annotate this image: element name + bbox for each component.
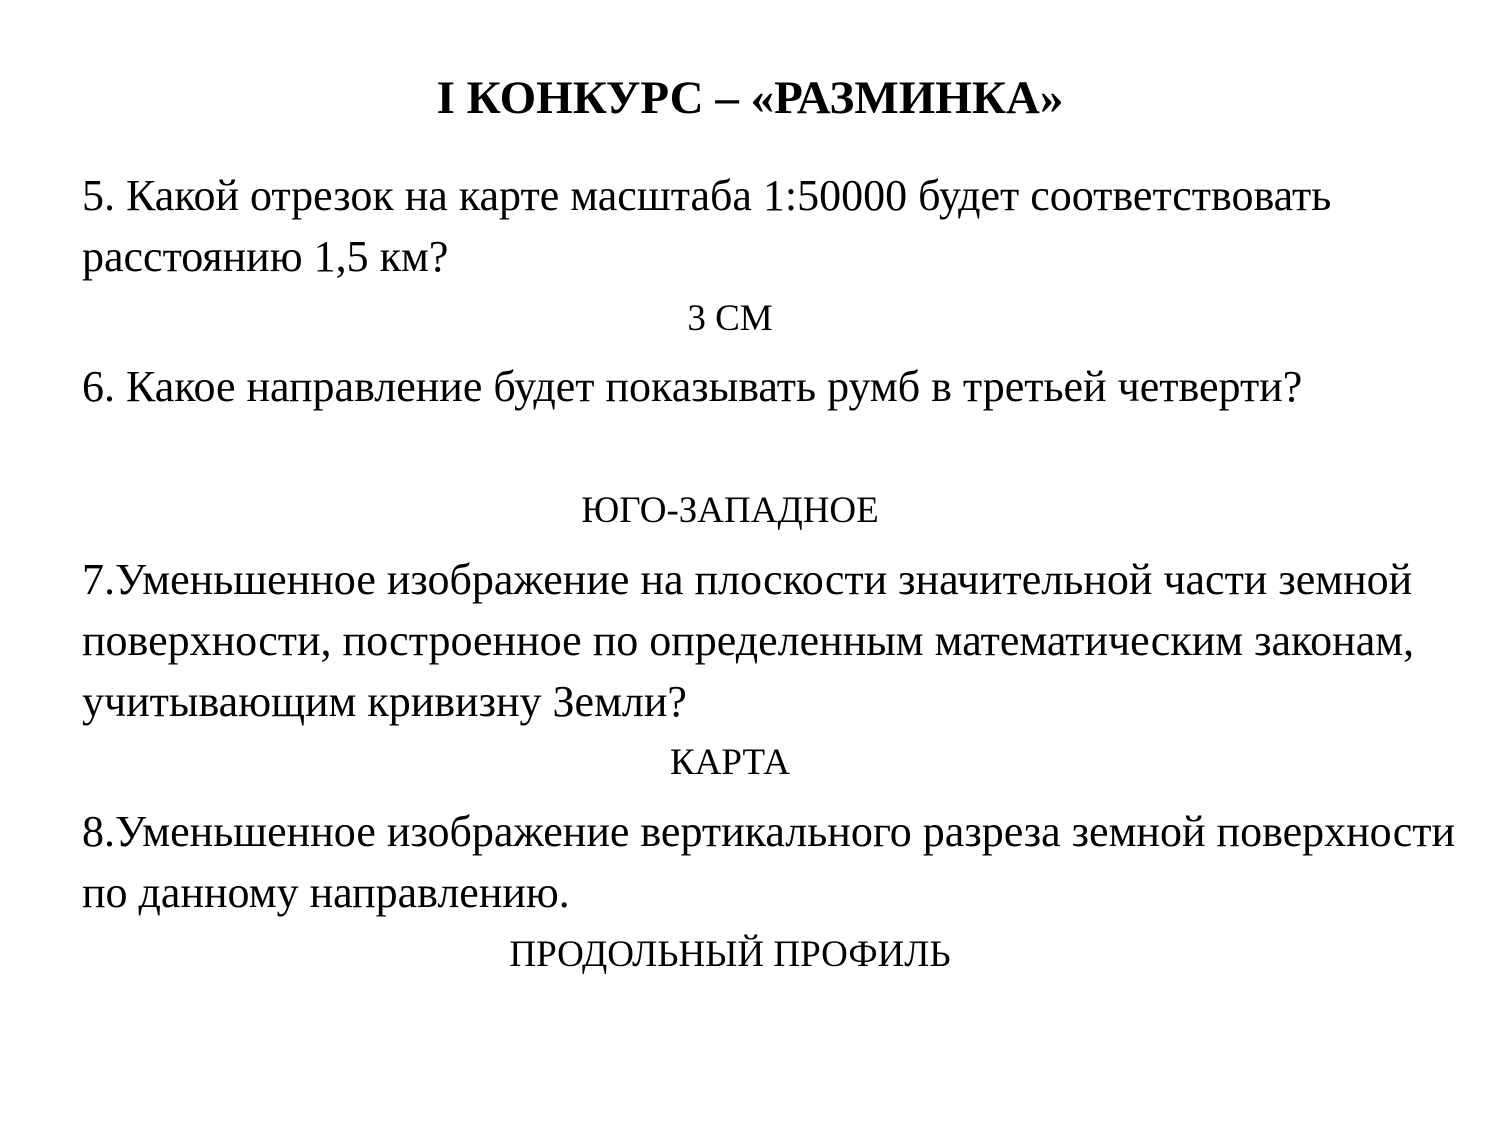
answer-8: ПРОДОЛЬНЫЙ ПРОФИЛЬ [509, 934, 951, 975]
answer-5: 3 СМ [687, 298, 773, 339]
question-8: 8.Уменьшенное изображение вертикального разреза земной поверхности по данному направлению. [82, 807, 1456, 917]
question-6: 6. Какое направление будет показывать румб в третьей четверти? [82, 362, 1303, 411]
answer-7: КАРТА [670, 742, 790, 783]
question-7: 7.Уменьшенное изображение на плоскости значительной части земной поверхности, построенное по определенным математическим законам, учитывающим кривизну Земли? [82, 555, 1415, 726]
question-5: 5. Какой отрезок на карте масштаба 1:50000 будет соответствовать расстоянию 1,5 км? [82, 171, 1332, 281]
answer-6: ЮГО-ЗАПАДНОЕ [581, 490, 879, 531]
slide-title: I КОНКУРС – «РАЗМИНКА» [436, 72, 1064, 124]
